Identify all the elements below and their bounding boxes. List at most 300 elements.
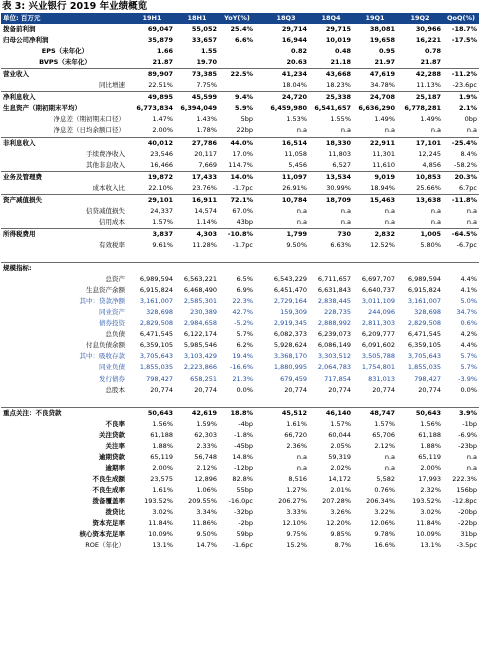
value-cell: 6,697,707 bbox=[361, 275, 395, 284]
value-cell: 24,708 bbox=[353, 92, 397, 104]
value-cell: -23.6pc bbox=[452, 81, 477, 90]
value-cell: 6.9% bbox=[236, 286, 253, 295]
value-cell: 29,715 bbox=[325, 25, 351, 34]
value-cell: 65,119 bbox=[150, 452, 173, 461]
value-cell: 2.12% bbox=[374, 441, 395, 450]
row-label: EPS（未年化） bbox=[41, 47, 89, 56]
value-cell: 1.88% bbox=[420, 441, 441, 450]
value-cell: 65,119 bbox=[418, 452, 441, 461]
spacer-cell bbox=[255, 507, 263, 518]
value-cell: 679,459 bbox=[280, 374, 307, 383]
value-cell: 1.59% bbox=[196, 419, 217, 428]
value-cell: 21.87 bbox=[420, 58, 441, 67]
row-label: 资产减值损失 bbox=[1, 194, 129, 206]
value-cell: 6,451,470 bbox=[273, 286, 307, 295]
value-cell: 3,011,109 bbox=[361, 297, 395, 306]
value-cell: 328,698 bbox=[146, 308, 173, 317]
value-cell: 47,619 bbox=[353, 69, 397, 81]
value-cell: 3,103,429 bbox=[183, 352, 217, 361]
row-label: 不良率 bbox=[105, 419, 125, 428]
value-cell: 16,514 bbox=[263, 137, 309, 149]
value-cell: -3.5pc bbox=[456, 541, 477, 550]
value-cell: 21.18 bbox=[330, 58, 351, 67]
spacer-cell bbox=[255, 171, 263, 183]
value-cell: 206.27% bbox=[278, 497, 307, 506]
table-row bbox=[1, 407, 479, 419]
row-label: 营业收入 bbox=[1, 69, 129, 81]
value-cell: 25.66% bbox=[416, 183, 441, 192]
value-cell: 14,574 bbox=[194, 206, 217, 215]
row-label: 业务及管理费 bbox=[1, 171, 129, 183]
value-cell: 5bp bbox=[240, 115, 253, 124]
row-label: 归母公司净利润 bbox=[3, 36, 49, 45]
value-cell: 2,811,303 bbox=[361, 319, 395, 328]
value-cell: n.a bbox=[340, 217, 351, 226]
spacer-cell bbox=[255, 463, 263, 474]
value-cell: 1,005 bbox=[397, 228, 443, 240]
value-cell bbox=[397, 396, 443, 408]
value-cell: -10.8% bbox=[219, 228, 255, 240]
value-cell bbox=[175, 396, 219, 408]
value-cell: n.a bbox=[296, 206, 307, 215]
value-cell: 6,527 bbox=[332, 160, 351, 169]
value-cell: 29,101 bbox=[129, 194, 175, 206]
value-cell: 42,288 bbox=[397, 69, 443, 81]
value-cell: 61,188 bbox=[418, 430, 441, 439]
value-cell: 1.88% bbox=[152, 441, 173, 450]
value-cell bbox=[443, 396, 479, 408]
value-cell: 2.12% bbox=[196, 463, 217, 472]
value-cell: 0bp bbox=[464, 115, 477, 124]
row-label: 债券投资 bbox=[99, 319, 125, 328]
row-label: 手续费净收入 bbox=[86, 149, 125, 158]
value-cell: -1bp bbox=[462, 419, 477, 428]
value-cell bbox=[219, 251, 255, 263]
value-cell bbox=[397, 251, 443, 263]
value-cell: 9.50% bbox=[286, 240, 307, 249]
table-row bbox=[1, 57, 479, 69]
value-cell: 25.4% bbox=[230, 25, 253, 34]
value-cell: 30,966 bbox=[415, 25, 441, 34]
value-cell: 3.02% bbox=[420, 508, 441, 517]
value-cell: 6,915,824 bbox=[407, 286, 441, 295]
value-cell bbox=[129, 396, 175, 408]
value-cell: 5,582 bbox=[376, 474, 395, 483]
spacer-cell bbox=[255, 329, 263, 340]
value-cell: 82.8% bbox=[232, 474, 253, 483]
value-cell: -4bp bbox=[238, 419, 253, 428]
value-cell: 3,303,512 bbox=[317, 352, 351, 361]
value-cell: 1.43% bbox=[196, 115, 217, 124]
value-cell: 20,774 bbox=[372, 385, 395, 394]
value-cell: -20bp bbox=[458, 508, 477, 517]
value-cell: 14.7% bbox=[196, 541, 217, 550]
value-cell: 1.06% bbox=[196, 485, 217, 494]
value-cell: 2.32% bbox=[420, 485, 441, 494]
value-cell: 5,456 bbox=[288, 160, 307, 169]
table-row bbox=[1, 362, 479, 373]
value-cell: n.a bbox=[340, 206, 351, 215]
value-cell: 6,122,174 bbox=[183, 330, 217, 339]
value-cell: 14.8% bbox=[232, 452, 253, 461]
value-cell: 20,774 bbox=[194, 385, 217, 394]
value-cell: 17.0% bbox=[232, 149, 253, 158]
value-cell: n.a bbox=[466, 463, 477, 472]
table-row bbox=[1, 194, 479, 206]
value-cell bbox=[219, 46, 255, 57]
table-row bbox=[1, 217, 479, 229]
value-cell: 4.4% bbox=[460, 341, 477, 350]
row-label: 净利息收入 bbox=[1, 92, 129, 104]
value-cell: 42.7% bbox=[232, 308, 253, 317]
value-cell: 17,993 bbox=[418, 474, 441, 483]
value-cell: 1.49% bbox=[420, 115, 441, 124]
value-cell: 1.27% bbox=[286, 485, 307, 494]
table-row bbox=[1, 171, 479, 183]
value-cell: 20,774 bbox=[150, 385, 173, 394]
spacer-cell bbox=[255, 385, 263, 396]
value-cell: 18,709 bbox=[309, 194, 353, 206]
value-cell: 6,541,657 bbox=[314, 104, 351, 113]
table-row bbox=[1, 396, 479, 408]
value-cell: 0.78 bbox=[424, 47, 441, 56]
row-label: 净息差（日均余额口径） bbox=[53, 126, 125, 135]
value-cell: n.a bbox=[296, 126, 307, 135]
spacer-cell bbox=[255, 251, 263, 263]
header-cell: 19Q2 bbox=[397, 13, 443, 24]
value-cell: 0.48 bbox=[334, 47, 351, 56]
row-label: 拨贷比 bbox=[105, 508, 125, 517]
spacer-cell bbox=[255, 160, 263, 172]
value-cell: 45,512 bbox=[263, 407, 309, 419]
value-cell: 40,012 bbox=[129, 137, 175, 149]
value-cell: 11.28% bbox=[192, 240, 217, 249]
spacer-cell bbox=[255, 351, 263, 362]
value-cell: 27,786 bbox=[175, 137, 219, 149]
spacer-cell bbox=[255, 374, 263, 385]
row-label: ROE（年化） bbox=[85, 541, 125, 550]
value-cell: 1.57% bbox=[330, 419, 351, 428]
row-label: 关注贷款 bbox=[99, 430, 125, 439]
value-cell bbox=[263, 396, 309, 408]
row-label: 发行债券 bbox=[99, 374, 125, 383]
table-row bbox=[1, 285, 479, 296]
value-cell: 22,911 bbox=[353, 137, 397, 149]
table-row bbox=[1, 263, 479, 275]
value-cell: n.a bbox=[466, 217, 477, 226]
value-cell: 1,855,035 bbox=[139, 363, 173, 372]
value-cell: 50,643 bbox=[129, 407, 175, 419]
spacer-cell bbox=[255, 296, 263, 307]
value-cell: 18,330 bbox=[309, 137, 353, 149]
value-cell: 5.7% bbox=[460, 352, 477, 361]
value-cell: 18.8% bbox=[219, 407, 255, 419]
value-cell: -23bp bbox=[458, 441, 477, 450]
spacer-cell bbox=[255, 240, 263, 251]
value-cell: 159,309 bbox=[280, 308, 307, 317]
value-cell: 2.05% bbox=[330, 441, 351, 450]
row-label: 总负债 bbox=[105, 330, 125, 339]
table-row bbox=[1, 385, 479, 396]
value-cell: 0.76% bbox=[374, 485, 395, 494]
value-cell: n.a bbox=[384, 217, 395, 226]
spacer-cell bbox=[255, 57, 263, 69]
value-cell: 16,944 bbox=[281, 36, 307, 45]
value-cell: 22.10% bbox=[148, 183, 173, 192]
value-cell: 2.00% bbox=[420, 463, 441, 472]
value-cell: 20.3% bbox=[443, 171, 479, 183]
value-cell: 3.26% bbox=[330, 508, 351, 517]
value-cell bbox=[309, 396, 353, 408]
spacer-cell bbox=[255, 496, 263, 507]
table-row bbox=[1, 452, 479, 463]
value-cell: 11,097 bbox=[263, 171, 309, 183]
table-row bbox=[1, 160, 479, 172]
value-cell: 8.7% bbox=[334, 541, 351, 550]
value-cell: 207.28% bbox=[322, 497, 351, 506]
value-cell: 1.57% bbox=[374, 419, 395, 428]
value-cell: 798,427 bbox=[146, 374, 173, 383]
spacer-cell bbox=[255, 340, 263, 351]
value-cell: 46,140 bbox=[309, 407, 353, 419]
value-cell: 6,989,594 bbox=[139, 275, 173, 284]
table-row bbox=[1, 35, 479, 46]
value-cell: -1.8% bbox=[234, 430, 253, 439]
value-cell: 2,585,301 bbox=[183, 297, 217, 306]
row-label: 所得税费用 bbox=[1, 228, 129, 240]
value-cell: 19.70 bbox=[196, 58, 217, 67]
value-cell: 11,301 bbox=[372, 149, 395, 158]
value-cell: 16,221 bbox=[415, 36, 441, 45]
value-cell: 11.86% bbox=[192, 519, 217, 528]
table-row bbox=[1, 69, 479, 81]
value-cell: 10.09% bbox=[416, 530, 441, 539]
value-cell: 9.4% bbox=[219, 92, 255, 104]
spacer-cell bbox=[255, 307, 263, 318]
value-cell: 6,636,290 bbox=[358, 104, 395, 113]
row-label: 核心资本充足率 bbox=[79, 530, 125, 539]
value-cell: 42,619 bbox=[175, 407, 219, 419]
value-cell: 33,657 bbox=[191, 36, 217, 45]
value-cell: 10,853 bbox=[397, 171, 443, 183]
value-cell: 23,546 bbox=[150, 149, 173, 158]
value-cell: 89,907 bbox=[129, 69, 175, 81]
value-cell: -6.9% bbox=[458, 430, 477, 439]
value-cell: 22bp bbox=[236, 126, 253, 135]
value-cell: 11.13% bbox=[416, 81, 441, 90]
value-cell: 1.49% bbox=[374, 115, 395, 124]
spacer-cell bbox=[255, 318, 263, 329]
value-cell: 3.34% bbox=[196, 508, 217, 517]
value-cell: n.a bbox=[430, 126, 441, 135]
header-cell: 19Q1 bbox=[353, 13, 397, 24]
value-cell: n.a bbox=[466, 206, 477, 215]
value-cell bbox=[129, 251, 175, 263]
value-cell: n.a bbox=[430, 206, 441, 215]
spacer-cell bbox=[255, 529, 263, 540]
value-cell: -18.7% bbox=[451, 25, 477, 34]
value-cell bbox=[353, 396, 397, 408]
value-cell: 18.04% bbox=[282, 81, 307, 90]
value-cell: -64.5% bbox=[443, 228, 479, 240]
value-cell: 717,854 bbox=[324, 374, 351, 383]
value-cell: 1.55% bbox=[330, 115, 351, 124]
value-cell: 19,872 bbox=[129, 171, 175, 183]
spacer-cell bbox=[255, 228, 263, 240]
value-cell: 11.84% bbox=[416, 519, 441, 528]
spacer-cell bbox=[255, 540, 263, 551]
value-cell: 6,640,737 bbox=[361, 286, 395, 295]
value-cell: 22.5% bbox=[219, 69, 255, 81]
value-cell: 798,427 bbox=[414, 374, 441, 383]
value-cell: 67.0% bbox=[232, 206, 253, 215]
value-cell: 5.80% bbox=[420, 240, 441, 249]
value-cell bbox=[397, 263, 443, 275]
value-cell: 16,911 bbox=[175, 194, 219, 206]
value-cell: 3,705,643 bbox=[139, 352, 173, 361]
value-cell: n.a bbox=[384, 126, 395, 135]
table-row bbox=[1, 529, 479, 540]
value-cell: 21.97 bbox=[374, 58, 395, 67]
value-cell: 24,337 bbox=[150, 206, 173, 215]
spacer-cell bbox=[255, 274, 263, 285]
header-cell bbox=[255, 13, 263, 24]
value-cell: 230,389 bbox=[190, 308, 217, 317]
spacer-cell bbox=[255, 137, 263, 149]
value-cell: -12.8pc bbox=[452, 497, 477, 506]
value-cell: 13,638 bbox=[397, 194, 443, 206]
value-cell: -1.6pc bbox=[232, 541, 253, 550]
value-cell: 41,234 bbox=[263, 69, 309, 81]
table-title: 表 3: 兴业银行 2019 年业绩概览 bbox=[2, 1, 148, 12]
performance-table bbox=[1, 13, 479, 551]
spacer-cell bbox=[255, 103, 263, 114]
row-label: 关注率 bbox=[105, 441, 125, 450]
value-cell: n.a bbox=[384, 452, 395, 461]
spacer-cell bbox=[255, 24, 263, 35]
value-cell: 2,919,345 bbox=[273, 319, 307, 328]
value-cell: n.a bbox=[296, 452, 307, 461]
table-row bbox=[1, 92, 479, 104]
value-cell: 328,698 bbox=[414, 308, 441, 317]
row-label: 生息资产余额 bbox=[86, 286, 125, 295]
row-label: 同比增速 bbox=[99, 81, 125, 90]
value-cell: 5,928,624 bbox=[273, 341, 307, 350]
value-cell: 6,778,281 bbox=[404, 104, 441, 113]
row-label: 重点关注：不良贷款 bbox=[1, 407, 129, 419]
value-cell: 206.34% bbox=[366, 497, 395, 506]
value-cell: 44.0% bbox=[219, 137, 255, 149]
value-cell: 6.63% bbox=[330, 240, 351, 249]
row-label: BVPS（未年化） bbox=[39, 58, 91, 67]
table-row bbox=[1, 183, 479, 195]
value-cell: 25,338 bbox=[309, 92, 353, 104]
row-label: 逾期贷款 bbox=[99, 452, 125, 461]
value-cell: 5.0% bbox=[460, 297, 477, 306]
value-cell: 3.02% bbox=[152, 508, 173, 517]
value-cell: 0.0% bbox=[236, 385, 253, 394]
value-cell: 1,855,035 bbox=[407, 363, 441, 372]
value-cell: 22.51% bbox=[148, 81, 173, 90]
value-cell: 14,172 bbox=[328, 474, 351, 483]
value-cell: 9,019 bbox=[353, 171, 397, 183]
value-cell: 3,368,170 bbox=[273, 352, 307, 361]
value-cell: 2,729,164 bbox=[273, 297, 307, 306]
spacer-cell bbox=[255, 194, 263, 206]
value-cell: n.a bbox=[384, 206, 395, 215]
table-row bbox=[1, 125, 479, 137]
table-row bbox=[1, 463, 479, 474]
value-cell: 4.2% bbox=[460, 330, 477, 339]
value-cell: 1,880,995 bbox=[273, 363, 307, 372]
spacer-cell bbox=[255, 149, 263, 160]
value-cell: 48,747 bbox=[353, 407, 397, 419]
value-cell: 1.61% bbox=[152, 485, 173, 494]
value-cell: 4,856 bbox=[422, 160, 441, 169]
row-label: 其他非息收入 bbox=[86, 160, 125, 169]
table-row bbox=[1, 485, 479, 496]
value-cell: 222.3% bbox=[452, 474, 477, 483]
value-cell: 4.4% bbox=[460, 275, 477, 284]
value-cell: 12.10% bbox=[282, 519, 307, 528]
value-cell bbox=[309, 263, 353, 275]
value-cell: 193.52% bbox=[144, 497, 173, 506]
table-row bbox=[1, 318, 479, 329]
value-cell: 4,303 bbox=[175, 228, 219, 240]
row-label: 规模指标: bbox=[1, 263, 129, 275]
header-cell: 单位: 百万元 bbox=[1, 13, 129, 24]
value-cell: 6,468,490 bbox=[183, 286, 217, 295]
value-cell: -2bp bbox=[238, 519, 253, 528]
value-cell: 1,754,801 bbox=[361, 363, 395, 372]
value-cell: 43bp bbox=[236, 217, 253, 226]
value-cell: 23.76% bbox=[192, 183, 217, 192]
spacer-cell bbox=[255, 430, 263, 441]
value-cell: 59bp bbox=[236, 530, 253, 539]
row-label: 其中：吸收存款 bbox=[79, 352, 125, 361]
value-cell: 5,985,546 bbox=[183, 341, 217, 350]
value-cell: 6,563,221 bbox=[183, 275, 217, 284]
value-cell bbox=[443, 46, 479, 57]
value-cell: 2.00% bbox=[152, 463, 173, 472]
value-cell: -1.7pc bbox=[232, 240, 253, 249]
table-row bbox=[1, 46, 479, 57]
value-cell: 6,082,373 bbox=[273, 330, 307, 339]
spacer-cell bbox=[255, 46, 263, 57]
table-row bbox=[1, 340, 479, 351]
table-row bbox=[1, 419, 479, 430]
value-cell: 2,064,783 bbox=[317, 363, 351, 372]
row-label: 非利息收入 bbox=[1, 137, 129, 149]
spacer-cell bbox=[255, 263, 263, 275]
value-cell: 1.61% bbox=[286, 419, 307, 428]
row-label: 同业负债 bbox=[99, 363, 125, 372]
value-cell: 2.00% bbox=[152, 126, 173, 135]
value-cell: 25,187 bbox=[397, 92, 443, 104]
value-cell: -25.4% bbox=[443, 137, 479, 149]
spacer-cell bbox=[255, 206, 263, 217]
value-cell: -3.9% bbox=[458, 374, 477, 383]
value-cell: 21.3% bbox=[232, 374, 253, 383]
row-label: 成本收入比 bbox=[92, 183, 125, 192]
value-cell: 60,044 bbox=[328, 430, 351, 439]
value-cell: 6,359,105 bbox=[139, 341, 173, 350]
header-cell: QoQ(%) bbox=[443, 13, 479, 24]
value-cell: 8.4% bbox=[460, 149, 477, 158]
value-cell: 2.02% bbox=[330, 463, 351, 472]
row-label: 拨备前利润 bbox=[3, 25, 36, 34]
value-cell: 6,631,843 bbox=[317, 286, 351, 295]
